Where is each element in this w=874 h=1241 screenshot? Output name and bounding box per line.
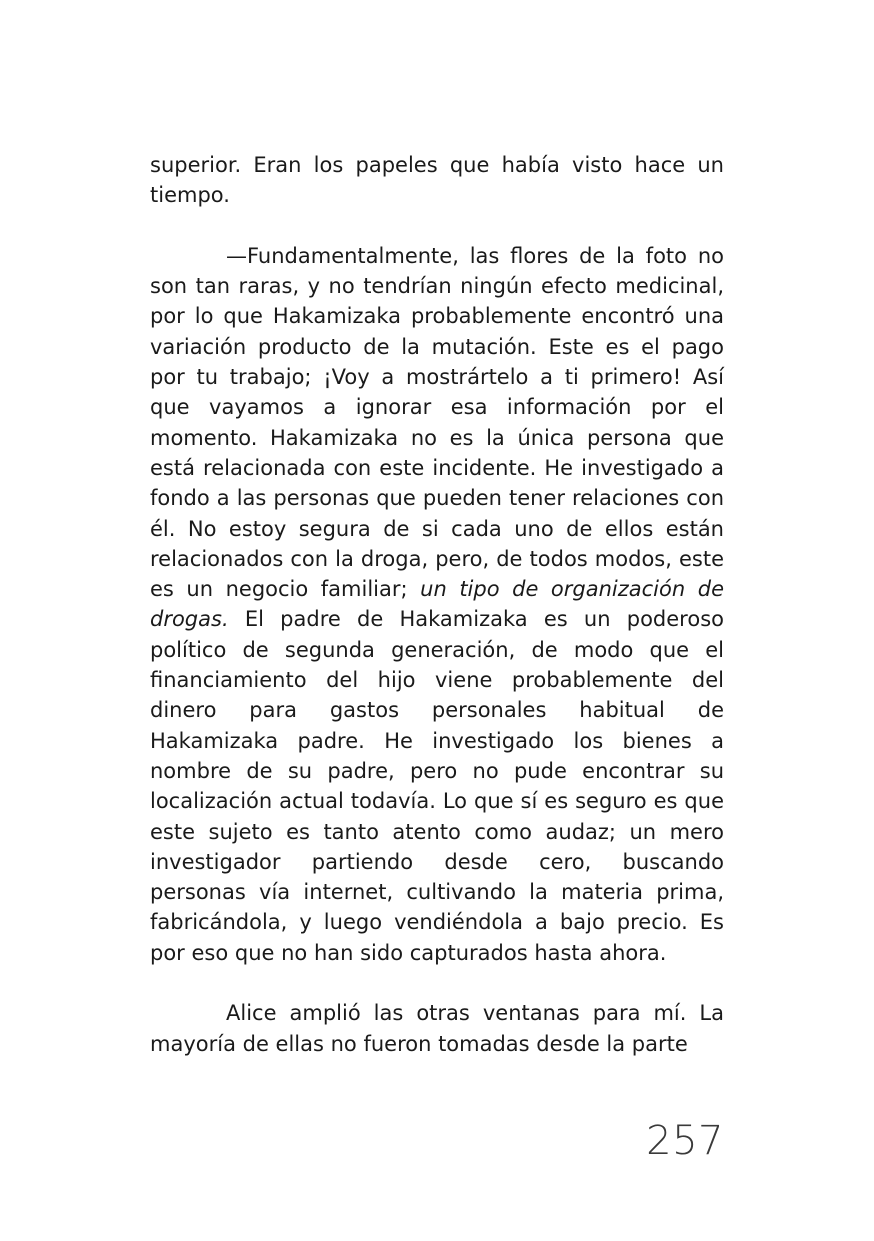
page-number: 257 xyxy=(646,1118,724,1164)
paragraph-2-text-start: —Fundamentalmente, las flores de la foto no son tan raras, y no tendrían ningún efecto medicinal, por lo que Hakamizaka probablemente encontró una variación producto de la mutación. Este es el pago por tu trabajo; ¡Voy a mostrártelo a ti primero! Así que vayamos a ignorar esa información por el momento. Hakamizaka no es la única persona que está relacionada con este incidente. He investigado a fondo a las personas que pueden tener relaciones con él. No estoy segura de si cada uno de ellos están relacionados con la droga, pero, de todos modos, este es un negocio familiar; xyxy=(150,243,724,602)
paragraph-3: Alice amplió las otras ventanas para mí. La mayoría de ellas no fueron tomadas desde la parte xyxy=(150,1001,724,1056)
paragraph-1: superior. Eran los papeles que había visto hace un tiempo. xyxy=(150,153,724,208)
paragraph-2-text-end: El padre de Hakamizaka es un poderoso político de segunda generación, de modo que el financiamiento del hijo viene probablemente del dinero para gastos personales habitual de Hakamizaka padre. He investigado los bienes a nombre de su padre, pero no pude encontrar su localización actual todavía. Lo que sí es seguro es que este sujeto es tanto atento como audaz; un mero investigador partiendo desde cero, buscando personas vía internet, cultivando la materia prima, fabricándola, y luego vendiéndola a bajo precio. Es por eso que no han sido capturados hasta ahora. xyxy=(150,607,724,965)
paragraph-2-italic-phrase: un tipo de organización de drogas. xyxy=(150,577,724,632)
body-text xyxy=(150,150,724,1059)
paragraph-2 xyxy=(150,241,724,968)
